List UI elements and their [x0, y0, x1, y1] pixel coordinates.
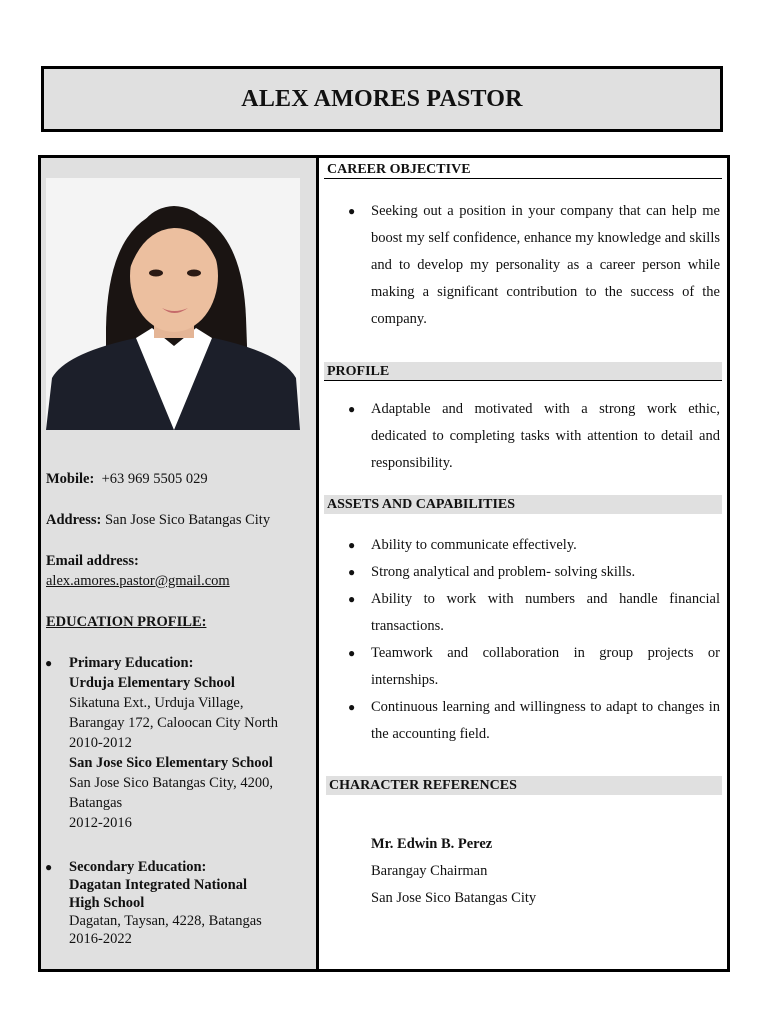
list-item: ● Seeking out a position in your company that can help me boost my self confidence, enhance my knowledge and skills and to develop my personality as a career person while making a significant contribution to the success of the company.	[371, 198, 720, 333]
reference-entry	[371, 831, 536, 912]
mobile-value: +63 969 5505 029	[101, 471, 208, 487]
email-link[interactable]: alex.amores.pastor@gmail.com	[46, 573, 230, 589]
resume-body	[38, 155, 730, 972]
education-heading: EDUCATION PROFILE:	[46, 614, 207, 630]
primary-school-1: Urduja Elementary School	[69, 675, 235, 691]
career-objective-list	[348, 198, 720, 333]
references-heading: CHARACTER REFERENCES	[326, 776, 722, 795]
profile-photo	[46, 178, 300, 430]
bullet-icon: ●	[45, 656, 53, 670]
mobile-line	[46, 469, 208, 489]
primary-years-1: 2010-2012	[69, 735, 132, 751]
reference-address: San Jose Sico Batangas City	[371, 890, 537, 906]
bullet-icon: ●	[45, 860, 53, 874]
list-item: ● Ability to work with numbers and handle financial transactions.	[371, 586, 720, 640]
bullet-icon: ●	[348, 565, 356, 579]
mobile-label: Mobile:	[46, 471, 95, 487]
email-label-line	[46, 551, 139, 571]
primary-school-2: San Jose Sico Elementary School	[69, 755, 273, 771]
email-label: Email address:	[46, 553, 139, 569]
name-header	[41, 66, 723, 132]
primary-address-2a: San Jose Sico Batangas City, 4200,	[69, 775, 274, 791]
right-column	[319, 158, 727, 969]
left-column	[41, 158, 319, 969]
bullet-icon: ●	[348, 538, 356, 552]
secondary-school-a: Dagatan Integrated National	[69, 877, 248, 893]
secondary-school-b: High School	[69, 895, 145, 911]
bullet-icon: ●	[348, 592, 356, 606]
bullet-icon: ●	[348, 700, 356, 714]
primary-education	[45, 653, 314, 833]
address-label: Address:	[46, 512, 102, 528]
bullet-icon: ●	[348, 204, 356, 218]
bullet-icon: ●	[348, 402, 356, 416]
list-item: ● Strong analytical and problem- solving skills.	[371, 559, 720, 586]
address-value: San Jose Sico Batangas City	[104, 512, 271, 528]
career-objective-heading: CAREER OBJECTIVE	[324, 160, 722, 179]
address-line	[46, 510, 270, 530]
secondary-label: Secondary Education:	[69, 859, 207, 875]
list-item: ● Adaptable and motivated with a strong work ethic, dedicated to completing tasks with attention to detail and responsibility.	[371, 396, 720, 477]
primary-years-2: 2012-2016	[69, 815, 132, 831]
bullet-icon: ●	[348, 646, 356, 660]
email-line	[46, 571, 230, 591]
reference-position: Barangay Chairman	[371, 863, 488, 879]
list-item: ● Teamwork and collaboration in group projects or internships.	[371, 640, 720, 694]
primary-label: Primary Education:	[69, 655, 194, 671]
profile-list	[348, 396, 720, 477]
primary-address-1b: Barangay 172, Caloocan City North	[69, 715, 278, 731]
secondary-education	[45, 858, 314, 948]
profile-heading: PROFILE	[324, 362, 722, 381]
primary-address-1a: Sikatuna Ext., Urduja Village,	[69, 695, 244, 711]
reference-name: Mr. Edwin B. Perez	[371, 836, 493, 852]
list-item: ● Ability to communicate effectively.	[371, 532, 720, 559]
primary-address-2b: Batangas	[69, 795, 123, 811]
assets-heading: ASSETS AND CAPABILITIES	[324, 495, 722, 514]
secondary-years: 2016-2022	[69, 931, 132, 947]
list-item: ● Continuous learning and willingness to adapt to changes in the accounting field.	[371, 694, 720, 748]
full-name: ALEX AMORES PASTOR	[241, 85, 523, 112]
assets-list	[348, 532, 720, 748]
secondary-address: Dagatan, Taysan, 4228, Batangas	[69, 913, 262, 929]
